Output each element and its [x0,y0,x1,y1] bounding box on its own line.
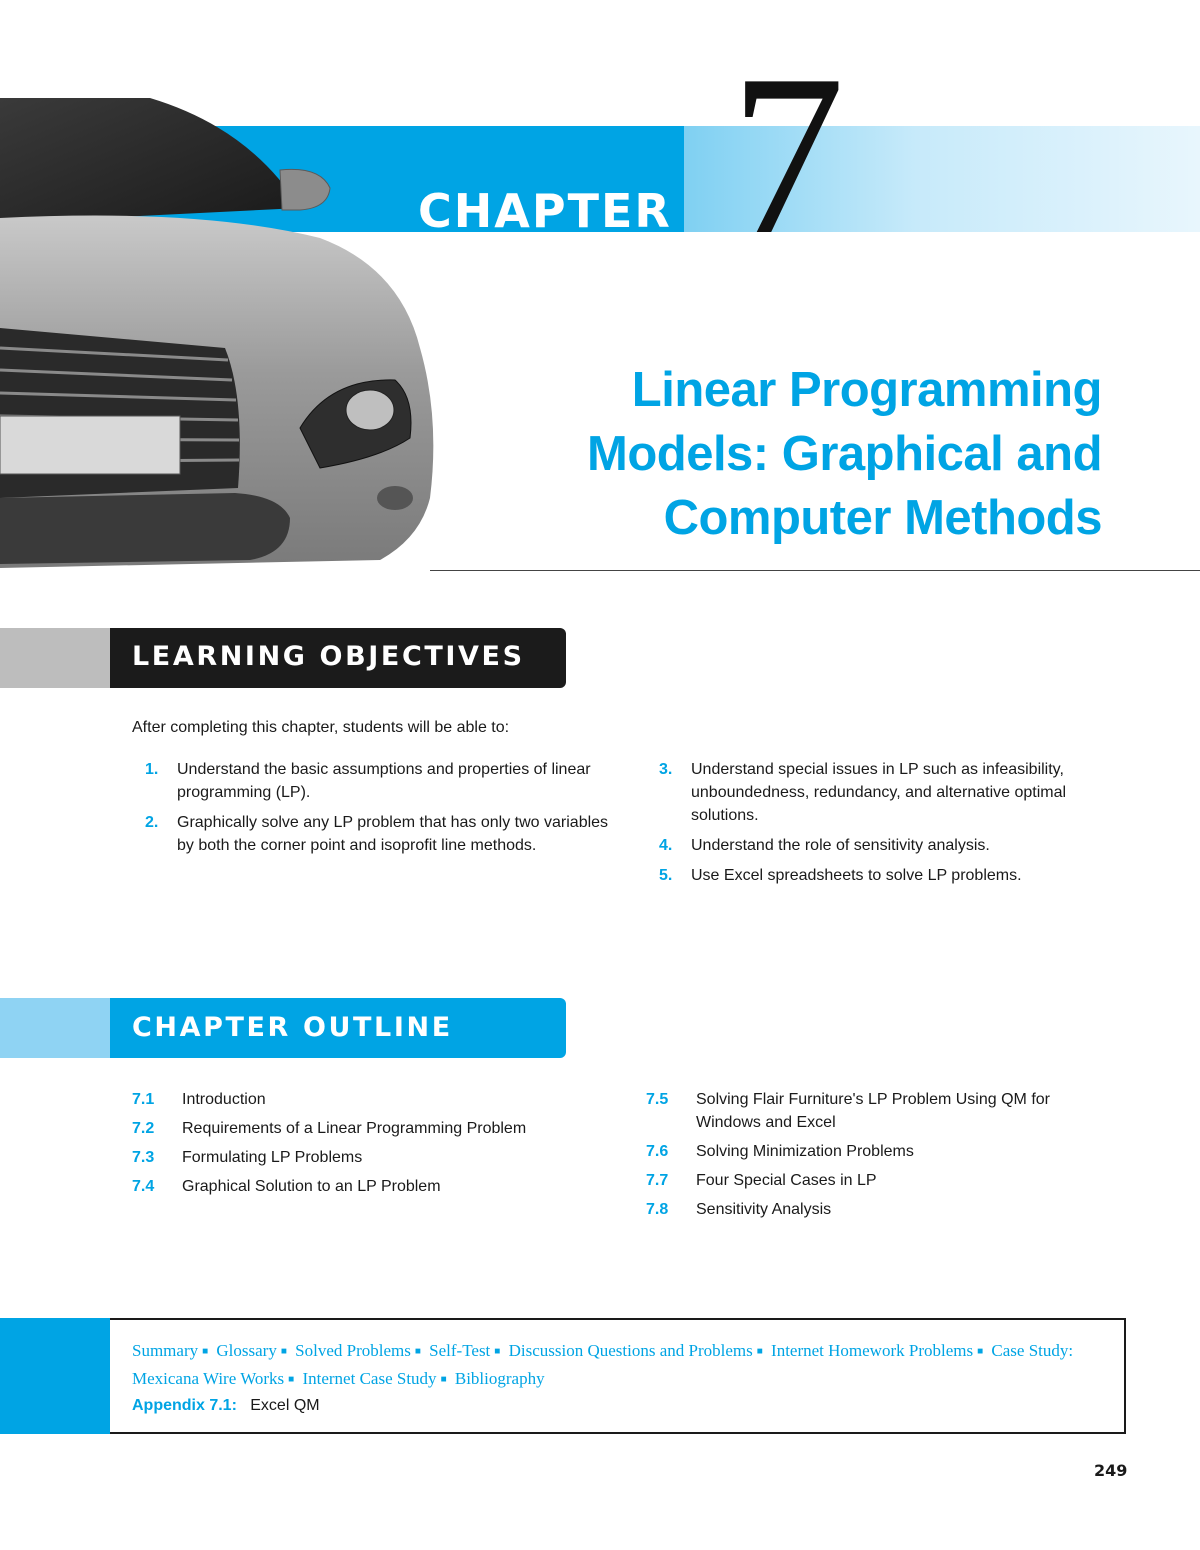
objective-text: Understand the role of sensitivity analysis. [691,837,990,854]
chapter-title-line-1: Linear Programming [631,363,1102,417]
objective-item [132,758,612,804]
objective-number: 4. [659,837,673,854]
outline-text: Introduction [182,1091,266,1108]
outline-text: Requirements of a Linear Programming Problem [182,1120,527,1137]
car-illustration [0,98,440,568]
objectives-intro: After completing this chapter, students will be able to: [132,719,510,736]
outline-column-right [646,1088,1116,1227]
outline-item [646,1140,1116,1163]
outline-text: Four Special Cases in LP [696,1172,877,1189]
outline-text: Formulating LP Problems [182,1149,363,1166]
outline-number: 7.3 [132,1149,155,1166]
objective-number: 3. [659,761,673,778]
end-matter-link-self-test: Self-Test [429,1341,491,1360]
outline-item [132,1175,612,1198]
separator-icon: ■ [414,1346,421,1357]
outline-text: Sensitivity Analysis [696,1201,832,1218]
chapter-title [587,358,1102,550]
outline-item [132,1146,612,1169]
outline-number: 7.1 [132,1091,155,1108]
objective-number: 1. [145,761,159,778]
end-matter-link-glossary: Glossary [216,1341,277,1360]
end-matter-links [132,1337,1092,1393]
outline-number: 7.8 [646,1201,669,1218]
separator-icon: ■ [288,1374,295,1385]
appendix-line [132,1395,320,1417]
outline-number: 7.2 [132,1120,155,1137]
end-matter-link-case-study: Case Study: Mexicana Wire Works [132,1341,1074,1388]
outline-item [132,1088,612,1111]
end-matter-link-solved-problems: Solved Problems [295,1341,411,1360]
end-matter-link-summary: Summary [132,1341,199,1360]
objective-text: Understand the basic assumptions and properties of linear programming (LP). [177,761,591,801]
objectives-column-right [646,758,1136,894]
objective-text: Use Excel spreadsheets to solve LP problems. [691,867,1022,884]
objective-text: Graphically solve any LP problem that has only two variables by both the corner point and isoprofit line methods. [177,814,609,854]
chapter-title-line-2: Models: Graphical and [587,427,1102,481]
appendix-text: Excel QM [250,1397,320,1414]
chapter-label: CHAPTER [418,184,672,238]
objectives-column-left [132,758,612,864]
separator-icon: ■ [756,1346,763,1357]
objective-number: 5. [659,867,673,884]
outline-item [646,1088,1116,1134]
separator-icon: ■ [440,1374,447,1385]
end-matter-stub [0,1318,110,1434]
chapter-title-line-3: Computer Methods [663,491,1102,545]
outline-column-left [132,1088,612,1204]
end-matter-link-internet-case-study: Internet Case Study [302,1369,437,1388]
outline-text: Solving Flair Furniture's LP Problem Using QM for Windows and Excel [696,1091,1050,1131]
chapter-number: 7 [730,27,845,282]
objective-number: 2. [145,814,159,831]
separator-icon: ■ [494,1346,501,1357]
chapter-outline-stub [0,998,110,1058]
objective-item [646,834,1136,857]
separator-icon: ■ [202,1346,209,1357]
outline-item [646,1169,1116,1192]
outline-number: 7.4 [132,1178,155,1195]
chapter-outline-heading: CHAPTER OUTLINE [132,1012,453,1043]
objective-item [132,811,612,857]
learning-objectives-heading: LEARNING OBJECTIVES [132,641,525,672]
objective-item [646,864,1136,887]
end-matter-link-discussion: Discussion Questions and Problems [508,1341,753,1360]
objective-text: Understand special issues in LP such as infeasibility, unboundedness, redundancy, and alternative optimal solutions. [691,761,1067,824]
outline-item [646,1198,1116,1221]
end-matter-link-bibliography: Bibliography [454,1369,545,1388]
outline-text: Solving Minimization Problems [696,1143,914,1160]
end-matter-link-internet-homework: Internet Homework Problems [771,1341,974,1360]
outline-number: 7.7 [646,1172,669,1189]
separator-icon: ■ [280,1346,287,1357]
page-number: 249 [1094,1461,1128,1480]
title-divider [430,570,1200,571]
outline-number: 7.5 [646,1091,669,1108]
outline-number: 7.6 [646,1143,669,1160]
objective-item [646,758,1136,827]
outline-item [132,1117,612,1140]
appendix-label: Appendix 7.1: [132,1397,237,1414]
separator-icon: ■ [977,1346,984,1357]
learning-objectives-stub [0,628,110,688]
outline-text: Graphical Solution to an LP Problem [182,1178,441,1195]
